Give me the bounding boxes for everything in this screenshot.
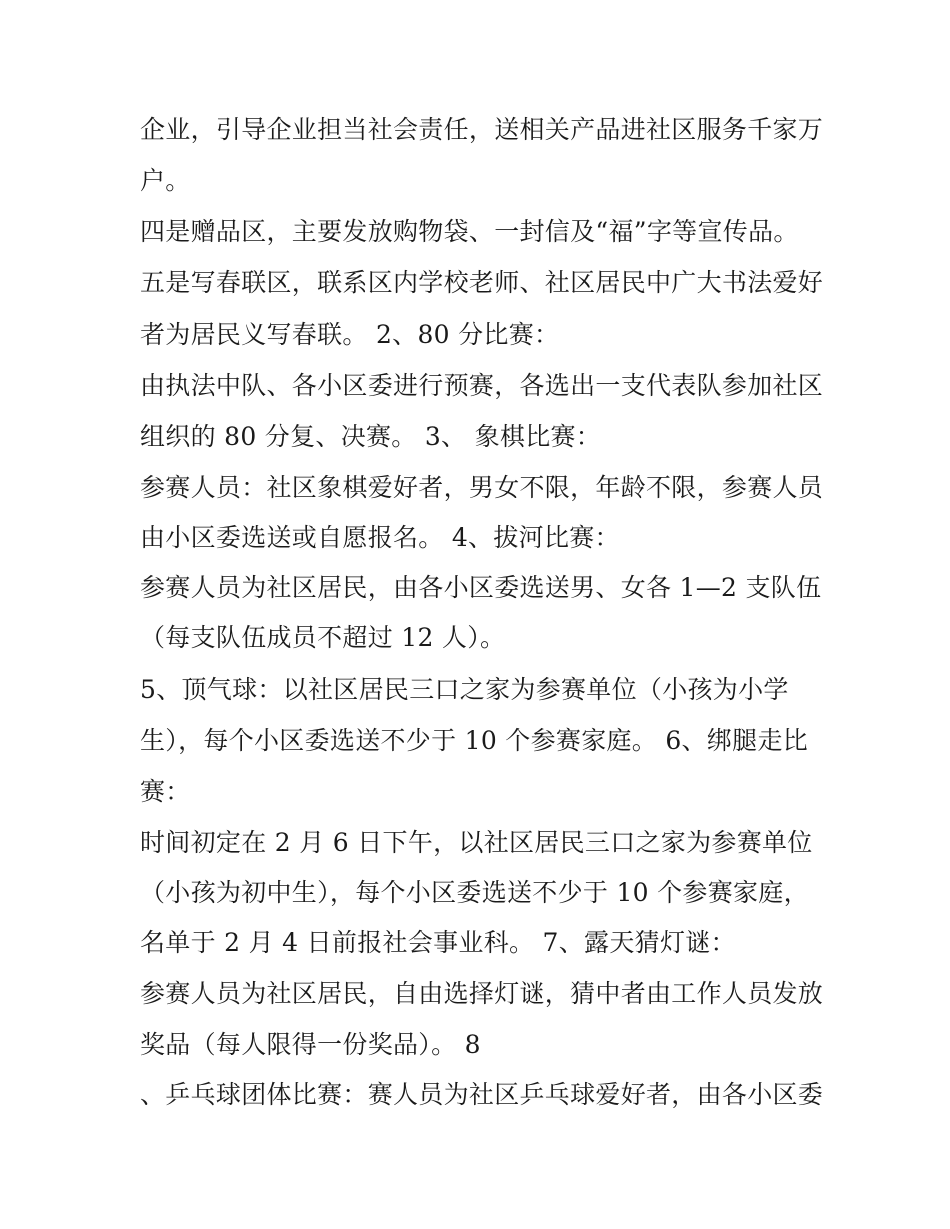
- text-line: 赛：: [140, 777, 191, 806]
- text-line: 组织的 80 分复、决赛。 3、 象棋比赛：: [140, 422, 602, 451]
- text-line: 参赛人员为社区居民，自由选择灯谜，猜中者由工作人员发放: [140, 979, 824, 1008]
- text-line: 参赛人员：社区象棋爱好者，男女不限，年龄不限，参赛人员: [140, 473, 824, 502]
- text-line: 由执法中队、各小区委进行预赛，各选出一支代表队参加社区: [140, 371, 824, 400]
- text-line: 由小区委选送或自愿报名。 4、拔河比赛：: [140, 523, 620, 552]
- text-line: 者为居民义写春联。 2、80 分比赛：: [140, 320, 560, 349]
- text-line: 名单于 2 月 4 日前报社会事业科。 7、露天猜灯谜：: [140, 928, 736, 957]
- text-line: 户。: [140, 166, 191, 195]
- text-line: （每支队伍成员不超过 12 人）。: [140, 623, 506, 652]
- text-line: 企业，引导企业担当社会责任，送相关产品进社区服务千家万: [140, 115, 824, 144]
- text-line: 、乒乓球团体比赛：赛人员为社区乒乓球爱好者，由各小区委: [140, 1080, 824, 1109]
- text-line: 生），每个小区委选送不少于 10 个参赛家庭。 6、绑腿走比: [140, 726, 809, 755]
- text-line: 参赛人员为社区居民，由各小区委选送男、女各 1—2 支队伍: [140, 573, 822, 602]
- text-line: 四是赠品区，主要发放购物袋、一封信及“福”字等宣传品。: [140, 217, 799, 246]
- text-line: （小孩为初中生），每个小区委选送不少于 10 个参赛家庭，: [140, 878, 809, 907]
- text-line: 5、顶气球：以社区居民三口之家为参赛单位（小孩为小学: [140, 675, 789, 704]
- text-line: 五是写春联区，联系区内学校老师、社区居民中广大书法爱好: [140, 268, 824, 297]
- text-line: 奖品（每人限得一份奖品）。 8: [140, 1030, 481, 1059]
- text-line: 时间初定在 2 月 6 日下午，以社区居民三口之家为参赛单位: [140, 828, 813, 857]
